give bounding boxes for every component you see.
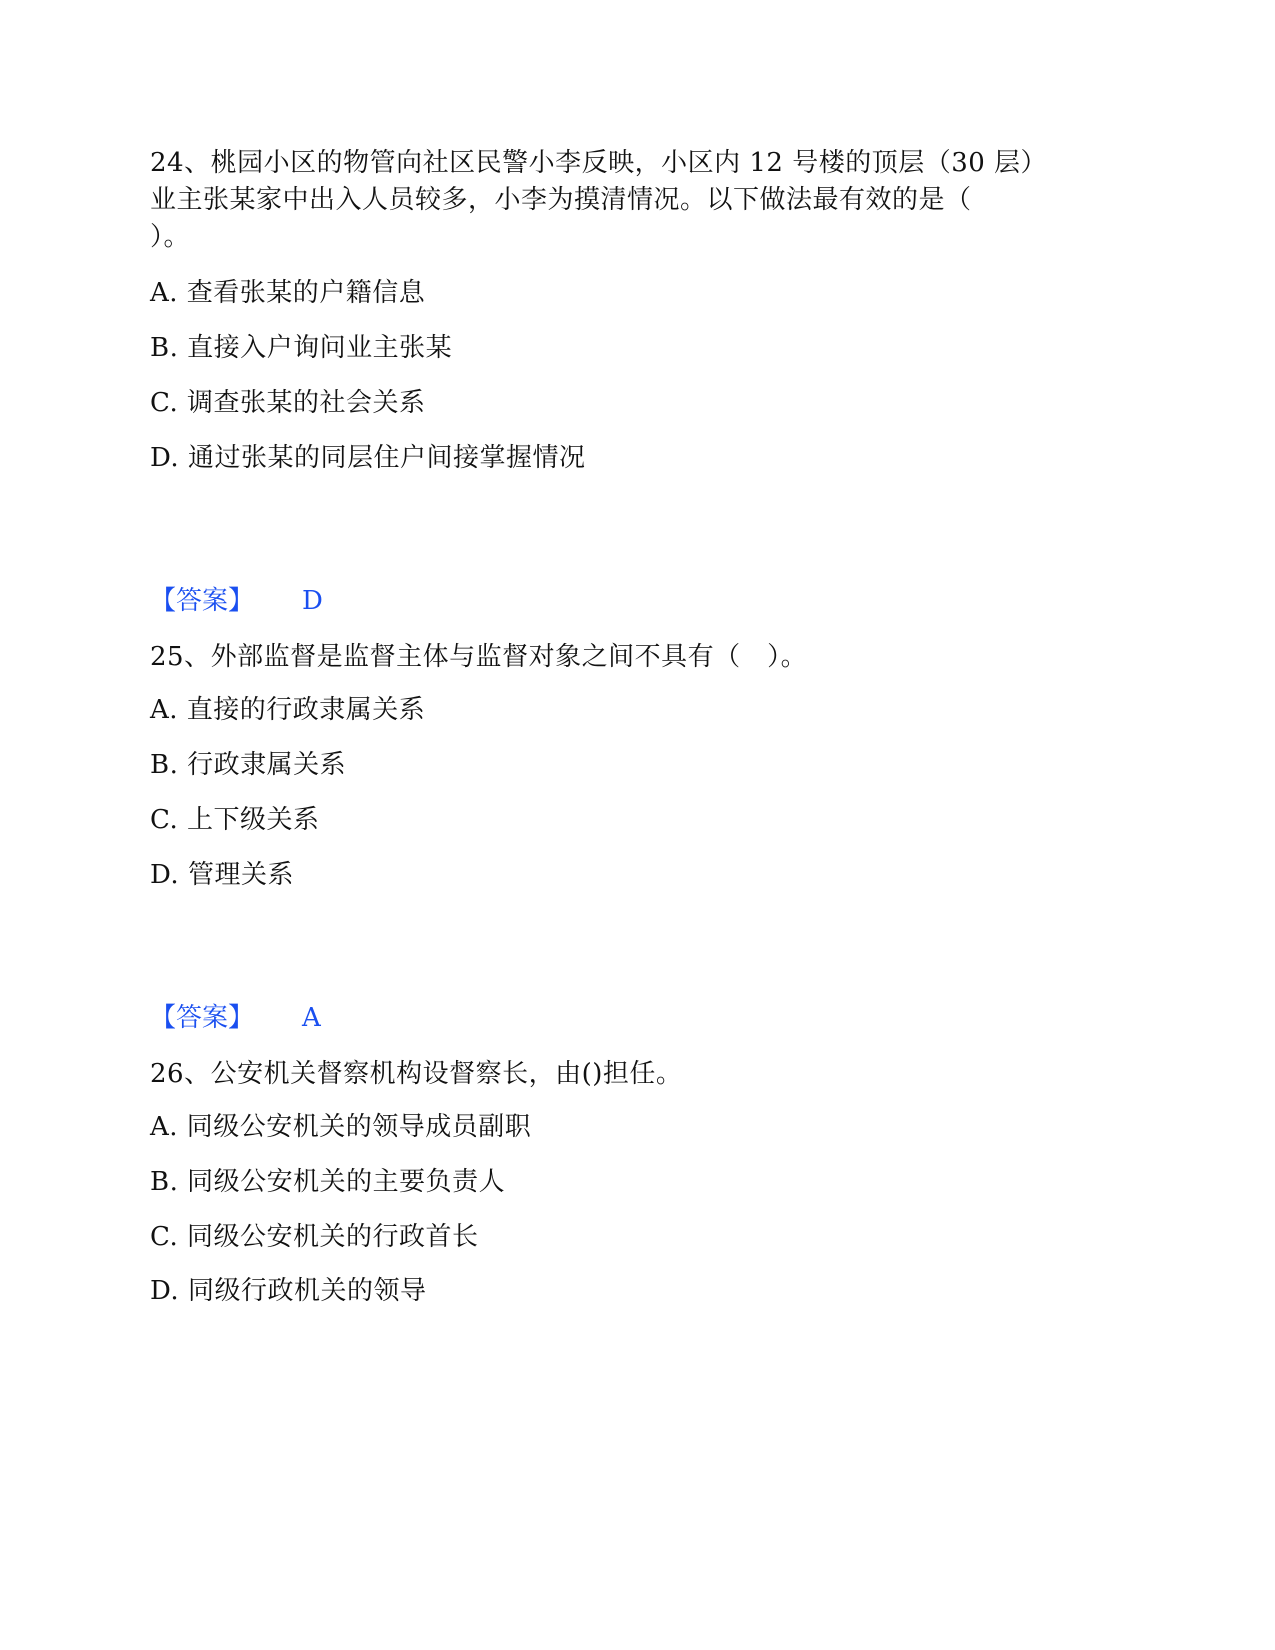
question-26-option-d: D. 同级行政机关的领导 (150, 1276, 427, 1306)
question-24-answer (150, 584, 323, 618)
answer-label: 【答案】 (150, 586, 255, 616)
question-24-option-a: A. 查看张某的户籍信息 (150, 278, 426, 308)
question-25-answer (150, 1001, 321, 1035)
answer-value: A (302, 1003, 321, 1033)
question-24-stem-line-1: 24、桃园小区的物管向社区民警小李反映，小区内 12 号楼的顶层（30 层） (150, 148, 1048, 178)
question-26-option-b: B. 同级公安机关的主要负责人 (150, 1167, 506, 1197)
question-25-option-b: B. 行政隶属关系 (150, 750, 347, 780)
answer-label: 【答案】 (150, 1003, 255, 1033)
question-25-option-c: C. 上下级关系 (150, 805, 320, 835)
question-24-stem-line-3: ）。 (150, 222, 191, 252)
question-25-stem-line-1: 25、外部监督是监督主体与监督对象之间不具有（ ）。 (150, 642, 808, 672)
question-26-option-a: A. 同级公安机关的领导成员副职 (150, 1112, 532, 1142)
question-26-stem-line-1: 26、公安机关督察机构设督察长，由()担任。 (150, 1059, 683, 1089)
question-26-option-c: C. 同级公安机关的行政首长 (150, 1222, 479, 1252)
question-25-option-d: D. 管理关系 (150, 860, 294, 890)
question-24-stem-line-2: 业主张某家中出入人员较多，小李为摸清情况。以下做法最有效的是（ (150, 185, 972, 215)
question-24-option-b: B. 直接入户询问业主张某 (150, 333, 453, 363)
question-25-option-a: A. 直接的行政隶属关系 (150, 695, 426, 725)
answer-value: D (302, 586, 323, 616)
question-24-option-c: C. 调查张某的社会关系 (150, 388, 426, 418)
question-24-option-d: D. 通过张某的同层住户间接掌握情况 (150, 443, 586, 473)
